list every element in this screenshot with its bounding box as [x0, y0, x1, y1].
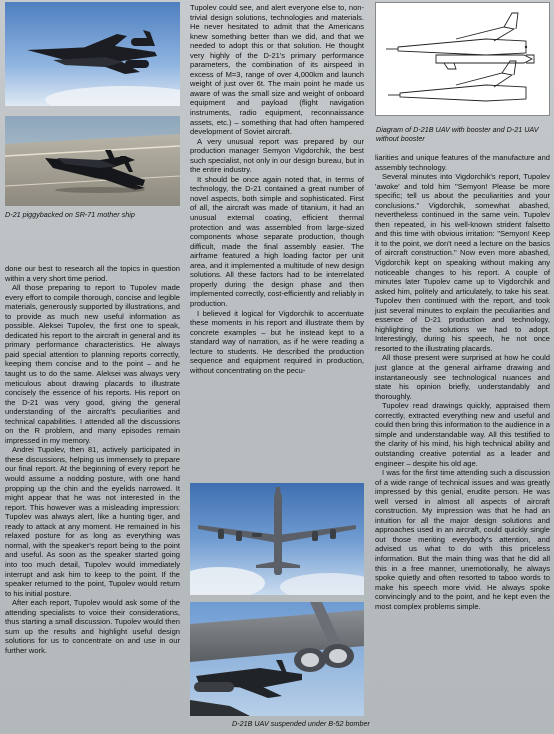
paragraph: Andrei Tupolev, then 81, actively participated in these discussions, helping us immensely to prepare our final report. At the beginning of every report he would assume a nodding posture, with one hand propping up the chin and the eyelids narrowed. It might appear that he was not interested in the report. This however was a misleading impression: Tupolev was always alert, like a hunting tiger, and ready to attack at any moment. He remained in his relaxed posture for as long as everything was normal, with the speaker's report being to the point and useful. As soon as the speaker started going into too much detail, Tupolev would immediately interrupt and ask him to keep to the point. If the speaker returned to the point, Tupolev would return to his initial posture. — [5, 445, 180, 598]
paragraph: I was for the first time attending such a discussion of a wide range of technical issues and was greatly impressed by this genial, erudite person. He was well versed in almost all aspects of aircraft construction. My impression was that he had an intuition for all the major design solutions and approaches used in an aircraft, could quickly single out those meriting everybody's attention, and advised us what to do with this priceless information. But the main thing was that he did all this in a free manner, unemotionally, he always spoke quietly and often resorted to taboo words to make his speech more vivid. He always spoke convincingly and to the point, and he kept even the most complex problems simple. — [375, 468, 550, 611]
diagram-d21 — [375, 2, 550, 116]
sr71-ground-image — [5, 116, 180, 206]
sr71-flight-image — [5, 2, 180, 106]
paragraph: After each report, Tupolev would ask some of the attending specialists to voice their considerations, thus starting a small discussion. Tupolev would then sum up the results and highlight useful design solutions for us to concentrate on and use in our further work. — [5, 598, 180, 655]
photo-b52-flight — [190, 483, 364, 595]
text-column-1 — [5, 264, 180, 730]
paragraph: It should be once again noted that, in terms of technology, the D-21 contained a great number of novel aspects, both simple and sophisticated. First of all, the aircraft was made of titanium, it had an unusual external coating, efficient thermal protection and was assembled from large-sized components whose separate production, though difficult, made the final assembly easier. The airframe featured a high loading factor per unit area, and it implemented a multitude of new design solutions. All these factors had to be interrelated properly during the design phase and then implemented correctly, cost-efficiently and reliably in production. — [190, 174, 364, 308]
paragraph: All those present were surprised at how he could just glance at the general airframe drawing and instantaneously see technological nuances and state his opinion briefly, understandably and thoroughly. — [375, 353, 550, 401]
paragraph: Tupolev could see, and alert everyone else to, non-trivial design solutions, technologies and materials. He never hesitated to admit that the Americans knew something better than we did, and that we needed to adopt this or that solution. He thought very highly of the D-21's primary performance parameters, the combination of its airspeed in excess of M=3, range of over 4,000km and launch weight of just over 6t. The main point he made us aware of was the small size and weight of onboard equipment and payload (flight navigation instruments, radio equipment, reconnaissance assets, etc.) – something that had often hampered development of Soviet aircraft. — [190, 3, 364, 137]
paragraph: All those preparing to report to Tupolev made every effort to compile thorough, concise and legible materials, generously supported by illustrations, and to provide as much new useful information as possible. Aleksei Tupolev, the first one to speak, dedicated his report to the aircraft in general and its primary performance characteristics. He always paid special attention to planning reports correctly, keeping them concise and to the point – and he taught us to do the same. Aleksei was always very meticulous about drawing placards to illustrate concisely the essence of his reports. His report on the D-21 was very good, giving the general understanding of the aircraft's peculiarities and technical capabilities. I attended all the discussions on the R problem, and many episodes remain impressed in my memory. — [5, 283, 180, 445]
b52-flight-image — [190, 483, 364, 595]
paragraph: Tupolev read drawings quickly, appraised them correctly, extracted everything new and useful and could then bring this information to the audience in a simple and understandable way. All this testified to the clarity of his mind, his high technical ability and outstanding creative potential as a leader and engineer – despite his old age. — [375, 401, 550, 468]
photo-d21b-under-b52 — [190, 602, 364, 716]
d21-diagram-image — [376, 3, 549, 115]
text-column-3 — [375, 153, 550, 731]
caption-diagram: Diagram of D-21B UAV with booster and D-21 UAV without booster — [376, 125, 539, 143]
caption-b52: D-21B UAV suspended under B-52 bomber — [232, 719, 370, 728]
photo-sr71-ground — [5, 116, 180, 206]
paragraph: I believed it logical for Vigdorchik to accentuate these moments in his report and illustrate them by concrete examples – but he instead kept to a standard way of narration, as if he were reading a lecture to students. He described the production sequence and equipment required in production, without concentrating on the pecu- — [190, 308, 364, 375]
photo-sr71-flight — [5, 2, 180, 106]
paragraph: A very unusual report was prepared by our production manager Semyon Vigdorchik, the best such specialist, not only in our design bureau, but in the entire industry. — [190, 136, 364, 175]
caption-mothership: D-21 piggybacked on SR-71 mother ship — [5, 210, 135, 219]
paragraph: liarities and unique features of the manufacture and assembly technology. — [375, 153, 550, 172]
text-column-2 — [190, 3, 364, 481]
d21b-b52-image — [190, 602, 364, 716]
paragraph: done our best to research all the topics in question within a very short time period. — [5, 264, 180, 283]
paragraph: Several minutes into Vigdorchik's report, Tupolev 'awoke' and told him "Semyon! Please be more specific; tell us about the peculiarities and your conclusions." Vigdorchik, somewhat abashed, nevertheless continued in the same vein. Tupolev then repeated, in his well-known strident falsetto and this time with obvious irritation: "Semyon! Keep it to the point, we don't need a lecture on the basics of aircraft construction." Now even more abashed, Vigdorchik kept on speaking without making any noticeable changes to his report. A couple of minutes later Tupolev came up to Vigdorchik and asked him, politely and articulately, to take his seat. Tupolev then continued with the report, and took just several minutes to explain the peculiarities and essence of D-21 production and technology, highlighting the solutions we had to adopt. Interestingly, during his speech, he not once resorted to the illustrating placards. — [375, 172, 550, 353]
